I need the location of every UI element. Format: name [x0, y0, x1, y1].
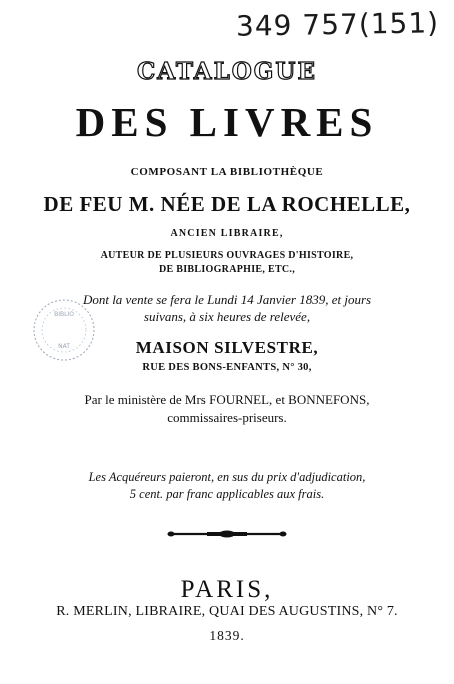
imprint-publisher: R. MERLIN, LIBRAIRE, QUAI DES AUGUSTINS, N° 7.: [56, 604, 398, 619]
sale-date-line-2: suivans, à six heures de relevée,: [143, 309, 311, 324]
venue-address: RUE DES BONS-ENFANTS, N° 30,: [142, 362, 312, 373]
venue-name: MAISON SILVESTRE,: [135, 338, 319, 357]
imprint-city: PARIS,: [180, 576, 274, 603]
handwritten-shelfmark: 349 757(151): [235, 6, 440, 43]
imprint-year: 1839.: [209, 628, 245, 643]
svg-text:BIBLIO: BIBLIO: [54, 311, 74, 318]
owner-bibliographie: DE BIBLIOGRAPHIE, ETC.,: [158, 264, 296, 275]
owner-auteur: AUTEUR DE PLUSIEURS OUVRAGES D'HISTOIRE,: [100, 250, 354, 261]
auctioneers-line-1: Par le ministère de Mrs FOURNEL, et BONNEFONS,: [84, 392, 370, 407]
subtitle-composant: COMPOSANT LA BIBLIOTHÈQUE: [130, 166, 324, 178]
owner-name: DE FEU M. NÉE DE LA ROCHELLE,: [43, 192, 411, 216]
title-catalogue: CATALOGUE: [136, 58, 318, 85]
terms-line-1: Les Acquéreurs paieront, en sus du prix d'adjudication,: [88, 470, 366, 484]
terms-line-2: 5 cent. par franc applicables aux frais.: [129, 487, 325, 501]
sale-date-line-1: Dont la vente se fera le Lundi 14 Janvier 1839, et jours: [82, 292, 372, 307]
svg-text:NAT: NAT: [58, 343, 70, 350]
owner-ancien-libraire: ANCIEN LIBRAIRE,: [170, 228, 284, 239]
title-des-livres: DES LIVRES: [75, 99, 379, 145]
fleuron-ornament-icon: [167, 528, 287, 540]
auctioneers-line-2: commissaires-priseurs.: [167, 410, 287, 425]
